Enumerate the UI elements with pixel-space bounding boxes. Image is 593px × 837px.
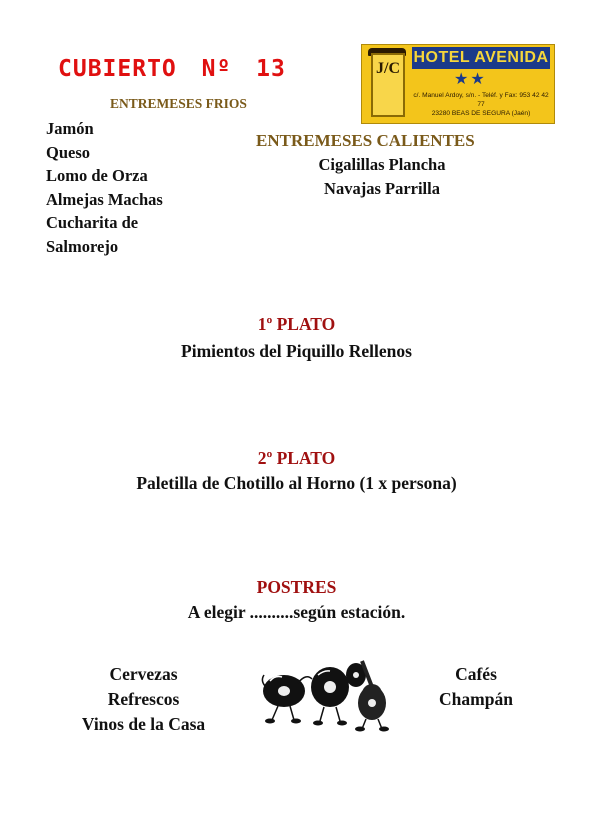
list-item: Champán	[439, 689, 513, 709]
hotel-address-line2: 23280 BEAS DE SEGURA (Jaén)	[431, 110, 531, 117]
entremeses-frios-list	[46, 117, 163, 259]
segundo-plato-dish: Paletilla de Chotillo al Horno (1 x persona)	[136, 473, 457, 493]
list-item: Salmorejo	[46, 236, 119, 256]
entremeses-calientes-heading: ENTREMESES CALIENTES	[256, 131, 475, 150]
drinks-right-list	[420, 662, 532, 712]
hotel-logo	[361, 44, 555, 124]
hotel-name: HOTEL AVENIDA	[412, 47, 550, 69]
list-item: Cigalillas Plancha	[318, 155, 446, 174]
segundo-plato-heading: 2º PLATO	[257, 448, 336, 468]
primer-plato-dish: Pimientos del Piquillo Rellenos	[181, 341, 412, 361]
postres-heading: POSTRES	[256, 577, 337, 597]
primer-plato-heading: 1º PLATO	[257, 314, 336, 334]
postres-dish: A elegir ..........según estación.	[187, 602, 406, 622]
hotel-address	[410, 91, 552, 118]
entremeses-calientes-list	[292, 153, 472, 201]
entremeses-frios-heading: ENTREMESES FRIOS	[110, 96, 247, 111]
list-item: Cucharita de	[46, 213, 139, 233]
list-item: Cervezas	[109, 664, 178, 684]
list-item: Almejas Machas	[46, 189, 163, 209]
logo-initials: J/C	[371, 53, 405, 117]
list-item: Vinos de la Casa	[81, 714, 206, 734]
list-item: Cafés	[455, 664, 497, 684]
dancing-vinyl-records-with-guitar-icon	[258, 657, 404, 732]
list-item: Lomo de Orza	[46, 166, 148, 186]
drinks-left-list	[46, 662, 241, 737]
list-item: Jamón	[46, 119, 94, 138]
hotel-address-line1: c/. Manuel Ardoy, s/n. - Teléf. y Fax: 953 42 42 77	[413, 92, 549, 108]
menu-title: CUBIERTO Nº 13	[58, 56, 286, 82]
list-item: Queso	[46, 142, 91, 162]
list-item: Navajas Parrilla	[324, 179, 440, 198]
hotel-stars: ★★	[454, 71, 487, 88]
list-item: Refrescos	[107, 689, 180, 709]
